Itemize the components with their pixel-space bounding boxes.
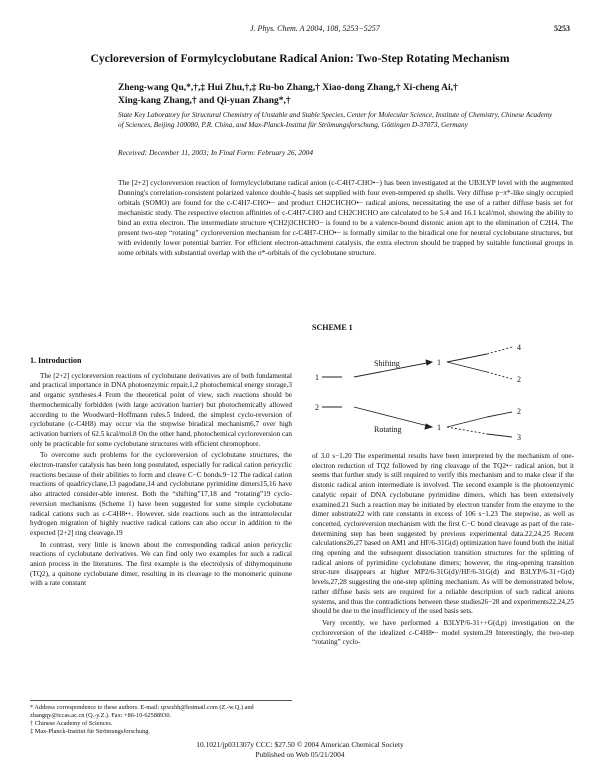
published-line: Published on Web 05/21/2004 xyxy=(255,749,345,759)
right-column xyxy=(312,452,574,648)
arrowhead xyxy=(425,424,432,429)
footnote-affiliation-1: † Chinese Academy of Sciences. xyxy=(30,720,113,727)
scheme-diagram xyxy=(312,332,574,447)
paragraph: The [2+2] cycloreversion reactions of cyclobutane derivatives are of both fundamental and practical importance in DNA photoenzymic repair,1,2 photochemical energy storage,3 and organic syntheses.4 From the theoretical point of view, such reactions should be thermochemically forbidden (with large activation barrier) but photochemically allowed according to the Woodward−Hoffmann rules.5 Indeed, the simplest cyclo-reversion of cyclobutane (c-C4H8) may occur via the stepwise biradical mechanism6,7 over high activation barriers of 62.5 kcal/mol.8 On the other hand, photochemical cycloreversion can only be practicable for some cyclobutane structures with efficient chromophore. xyxy=(30,371,292,448)
product-bond xyxy=(447,417,487,427)
section-heading: 1. Introduction xyxy=(30,356,82,365)
footnote-affiliation-2: ‡ Max-Planck-Institut für Strömungsforschung. xyxy=(30,728,150,735)
atom-number: 3 xyxy=(517,433,521,442)
author-line-1: Zheng-wang Qu,*,†,‡ Hui Zhu,†,‡ Ru-bo Zhang,† Xiao-dong Zhang,† Xi-cheng Ai,† xyxy=(118,83,458,93)
doi-line: 10.1021/jp031307y CCC: $27.50 © 2004 American Chemical Society xyxy=(196,740,404,749)
shifting-label: Shifting xyxy=(374,359,400,368)
author-list xyxy=(118,82,548,108)
product-bond xyxy=(487,434,512,437)
page-footer xyxy=(0,740,600,759)
footnote-correspondence: * Address correspondence to these authors. E-mail: qzwzhh@hotmail.com (Z.-w.Q.) and zhangqy@iccas.ac.cn (Q.-y.Z.). Fax: +86-10-62588930. xyxy=(30,704,254,719)
paragraph: In contrast, very little is known about the corresponding radical anion pericyclic reactions of cyclobutane derivatives. We can find only two examples for such a radical anion process in the literatures. The first example is the electrolysis of dithymoquinone (TQ2), a quinone cyclobutane dimer, resulting in its cleavage to the monomeric quinone with a rate constant xyxy=(30,540,292,588)
page-number: 5253 xyxy=(554,24,570,33)
paragraph: Very recently, we have performed a B3LYP/6-31++G(d,p) investigation on the cycloreversion of the idealized c-C4H8•− model system.29 Interestingly, the two-step “rotating” cyclo- xyxy=(312,618,574,647)
paper-title: Cycloreversion of Formylcyclobutane Radical Anion: Two-Step Rotating Mechanism xyxy=(90,52,510,65)
rotating-label: Rotating xyxy=(374,425,402,434)
footnotes xyxy=(30,704,292,736)
dashed-bond xyxy=(487,372,512,379)
product-bond xyxy=(487,412,512,417)
scheme-label: SCHEME 1 xyxy=(312,323,353,332)
paragraph: of 3.0 s−1.20 The experimental results have been interpreted by the mechanism of one-electron reduction of TQ2 followed by ring cleavage of the TQ2•− radical anion, but it seems that further study is still required to verify this mechanism and to make clear if the distonic radical anion intermediate is involved. The second example is the photoenzymic catalytic repair of DNA cyclobutane pyrimidine dimers, which has been extensively examined.21 Such a reaction may be initiated by electron transfer from the enzyme to the dimer substrate22 with rate constants in excess of 106 s−1.23 The stepwise, as well as concerted, cycloreversion mechanism with the first C−C bond cleavage as part of the rate-determining step has been suggested by previous experimental data.22,24,25 Recent calculations26,27 based on AM1 and HF/6-31G(d) optimization have found both the initial ring opening and the subsequent dissociation transition structures for the splitting of radical anions of pyrimidine cyclobutane dimers; however, the ring-opening transition struc-ture disappears at higher MP2/6-31G(d)//HF/6-31G(d) and B3LYP/6-31+G(d) levels,27,28 suggesting the one-step splitting mechanism. As will be demonstrated below, rather diffuse basis sets are required for a reliable description of such radical anions systems, and thus the contradictions between these studies26−28 and experiments22,24,25 should be due to the insufficiency of the used basis sets. xyxy=(312,452,574,616)
left-column xyxy=(30,356,292,589)
footnote-rule xyxy=(30,700,292,701)
affiliation: State Key Laboratory for Structural Chemistry of Unstable and Stable Species, Center for Molecular Science, Institute of Chemistry, Chinese Academy of Sciences, Beijing 100080, P.R. China, and Max-Planck-Institut für Strömungsforschung, Göttingen D-37073, Germany xyxy=(118,111,553,129)
atom-number: 1 xyxy=(315,373,319,382)
dashed-bond xyxy=(447,427,487,434)
received-dates: Received: December 11, 2003; In Final Form: February 26, 2004 xyxy=(118,148,314,157)
product-bond xyxy=(447,362,487,372)
atom-number: 1 xyxy=(437,358,441,367)
atom-number: 4 xyxy=(517,343,521,352)
atom-number: 2 xyxy=(517,407,521,416)
atom-number: 2 xyxy=(517,375,521,384)
dashed-bond xyxy=(487,347,512,354)
journal-citation: J. Phys. Chem. A 2004, 108, 5253−5257 xyxy=(250,24,380,33)
product-bond xyxy=(447,354,487,362)
rotating-arrow xyxy=(354,407,432,427)
author-line-2: Xing-kang Zhang,† and Qi-yuan Zhang*,† xyxy=(118,96,291,106)
atom-number: 2 xyxy=(315,403,319,412)
atom-number: 1 xyxy=(437,423,441,432)
paragraph: To overcome such problems for the cycloreversion of cyclobutane structures, the electron-transfer catalysis has been long postulated, especially for radical cation pericyclic reactions because of their abilities to form and cleave C−C bonds.9−12 The radical cation reactions of quadricyclane,13 pagodane,14 and cyclobutane pyrimidine dimers15,16 have also attracted consider-able interest. Both the “shifting”17,18 and “rotating”19 cyclo-reversion mechanisms (Scheme 1) have been suggested for some simple cyclobutane radical cations such as c-C4H8•+. However, side reactions such as the intramolecular hydrogen migration of highly reactive radical cations can also occur in addition to the expected [2+2] ring cleavage.19 xyxy=(30,451,292,537)
abstract: The [2+2] cycloreversion reaction of formylcyclobutane radical anion (c-C4H7-CHO•−) has been investigated at the UB3LYP level with the augmented Dunning's correlation-consistent polarized valence double-ζ basis set supplied with four even-tempered sp shells. Very diffuse p−π*-like singly occupied orbitals (SOMO) are found for the c-C4H7-CHO•− and product CH2CHCHO•− radical anions, necessitating the use of a rather diffuse basis set for mechanistic study. The respective electron affinities of c-C4H7-CHO and CH2CHCHO are calculated to be 5.4 and 16.1 kcal/mol, showing the ability to bind an extra electron. The intermediate structure •(CH2)3CHCHO− is found to be a valence-bound distonic anion apt to the elimination of C2H4. The present two-step “rotating” cycloreversion mechanism for c-C4H7-CHO•− is formally similar to the biradical one for neutral cyclobutane structures, but with evidently lower potential barrier. For efficient electron-attachment catalysis, the extra electron should be trapped by suitable functional groups in some orbitals with substantial overlap with the σ*-orbitals of the cyclobutane structure. xyxy=(118,178,573,257)
arrowhead xyxy=(426,360,432,365)
